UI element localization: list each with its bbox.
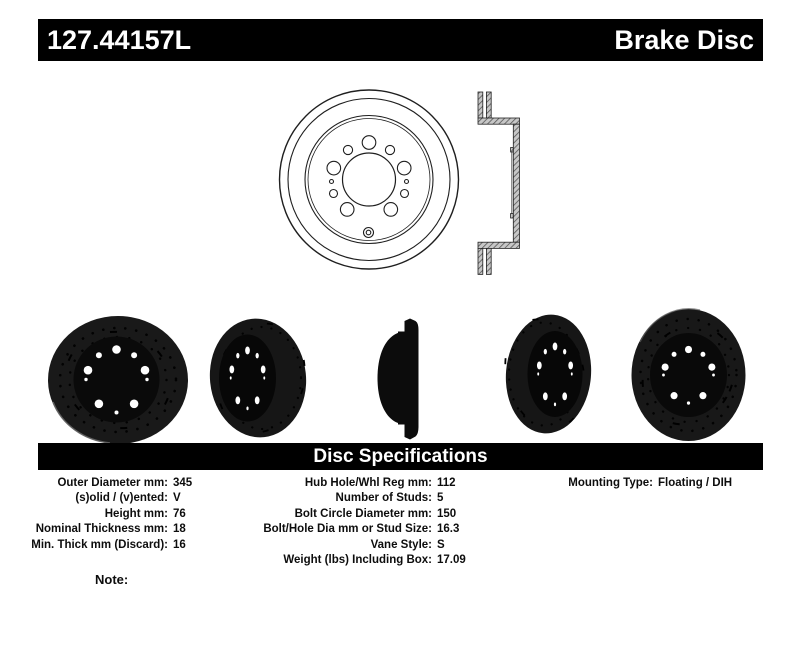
spec-value: 16.3 — [437, 523, 460, 536]
spec-section-title: Disc Specifications — [313, 445, 488, 467]
spec-row-bolt-circle-diameter — [240, 507, 466, 522]
spec-row-height — [20, 507, 192, 522]
spec-row-bolt-hole-dia — [240, 522, 466, 537]
spec-row-mounting-type — [520, 476, 732, 491]
rotor-photo-angled-left — [204, 314, 316, 442]
spec-column-left — [20, 476, 192, 553]
spec-value: 16 — [173, 538, 186, 551]
note-label: Note: — [95, 572, 129, 587]
spec-label: Weight (lbs) Including Box: — [283, 553, 432, 566]
rotor-photo-edge-profile — [378, 319, 419, 440]
spec-value: 76 — [173, 507, 186, 520]
spec-label: Height mm: — [104, 507, 168, 520]
rotor-photo-angled-right — [494, 311, 596, 437]
disc-front-view-drawing — [280, 90, 459, 269]
spec-row-solid-vented — [20, 491, 192, 506]
spec-value: S — [437, 538, 445, 551]
header-bar — [38, 19, 763, 61]
spec-value: V — [173, 492, 181, 505]
spec-label: (s)olid / (v)ented: — [75, 492, 168, 505]
spec-value: 345 — [173, 477, 193, 489]
spec-row-weight — [240, 553, 466, 568]
part-number: 127.44157L — [47, 24, 192, 55]
spec-value: 112 — [437, 477, 456, 489]
spec-section-title-bar — [38, 443, 763, 470]
spec-row-nominal-thickness — [20, 522, 192, 537]
rotor-photo-rear — [625, 309, 752, 441]
product-type-title: Brake Disc — [614, 24, 754, 55]
spec-label: Bolt/Hole Dia mm or Stud Size: — [263, 523, 432, 536]
rotor-photo-front — [48, 316, 188, 444]
spec-value: 5 — [437, 492, 444, 505]
spec-label: Nominal Thickness mm: — [35, 523, 168, 536]
spec-row-min-thickness — [20, 538, 192, 553]
disc-cross-section-drawing — [478, 92, 520, 274]
spec-value: 150 — [437, 507, 457, 520]
spec-label: Min. Thick mm (Discard): — [31, 538, 168, 551]
spec-label: Number of Studs: — [335, 492, 432, 505]
spec-label: Bolt Circle Diameter mm: — [294, 507, 432, 520]
spec-value: 17.09 — [437, 553, 466, 566]
spec-column-middle — [240, 476, 466, 568]
product-photo-row — [30, 300, 790, 448]
spec-value: Floating / DIH — [658, 477, 733, 489]
spec-value: 18 — [173, 523, 186, 536]
spec-label: Mounting Type: — [568, 477, 653, 489]
spec-column-right — [520, 476, 732, 491]
spec-row-vane-style — [240, 538, 466, 553]
spec-row-number-of-studs — [240, 491, 466, 506]
spec-row-hub-hole — [240, 476, 466, 491]
spec-label: Outer Diameter mm: — [57, 477, 168, 489]
technical-drawing — [260, 80, 560, 280]
spec-row-outer-diameter — [20, 476, 192, 491]
spec-label: Vane Style: — [370, 538, 432, 551]
spec-label: Hub Hole/Whl Reg mm: — [304, 477, 432, 489]
